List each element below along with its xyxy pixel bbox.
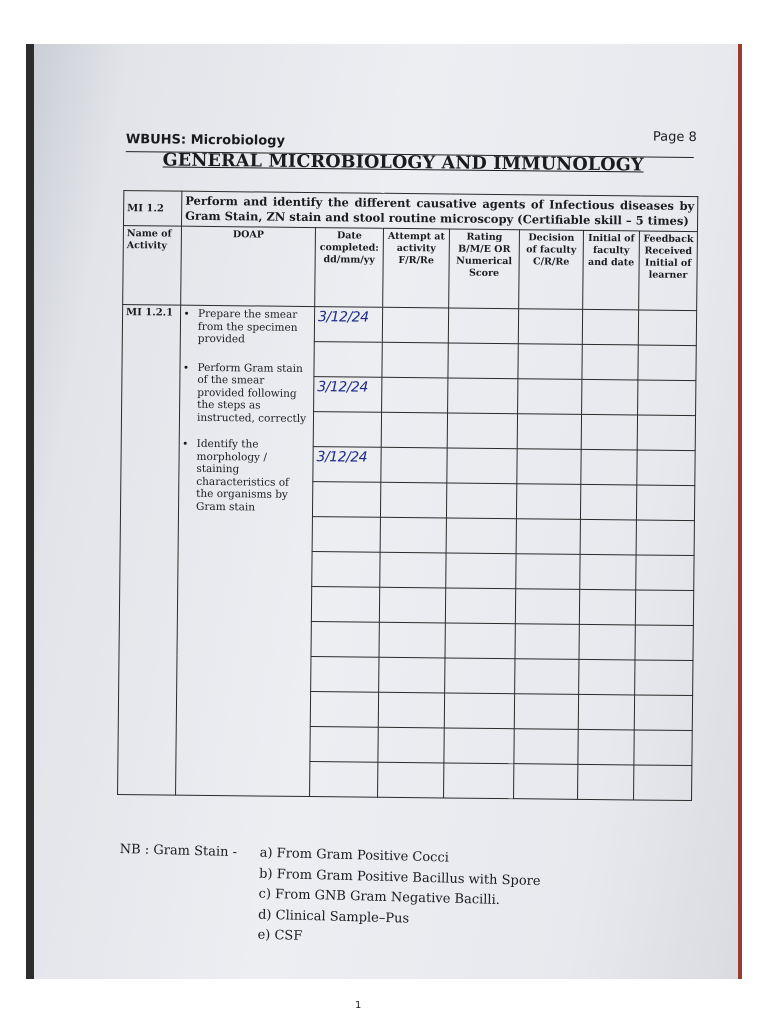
col-feedback: Feedback Received Initial of learner: [639, 231, 698, 311]
handwritten-date: 3/12/24: [316, 449, 368, 466]
page-number: 1: [355, 1000, 362, 1011]
initial-cell[interactable]: [582, 379, 638, 415]
decision-cell[interactable]: [518, 379, 582, 415]
book-cover-edge: [738, 44, 742, 979]
doap-step: • Prepare the smear from the specimen provided: [198, 308, 311, 347]
decision-cell[interactable]: [517, 449, 581, 485]
header-page: Page 8: [652, 129, 697, 146]
note-item: a) From Gram Positive Cocci: [259, 845, 450, 866]
col-doap: DOAP: [181, 226, 316, 306]
feedback-cell[interactable]: [637, 450, 695, 486]
col-rating: Rating B/M/E OR Numerical Score: [449, 229, 520, 309]
competency-row: [123, 191, 697, 232]
attempt-cell[interactable]: [382, 377, 448, 413]
note-label: NB : Gram Stain -: [119, 841, 238, 861]
feedback-cell[interactable]: [638, 310, 696, 346]
rating-cell[interactable]: [447, 448, 517, 484]
doap-steps: [176, 305, 315, 796]
col-name-of-activity: Name of Activity: [123, 226, 182, 306]
competency-table: [117, 190, 698, 801]
decision-cell[interactable]: [518, 309, 582, 345]
competency-code: MI 1.2: [123, 191, 181, 227]
activity-code: MI 1.2.1: [118, 305, 181, 796]
header-subject: WBUHS: Microbiology: [125, 132, 286, 149]
date-cell[interactable]: [314, 377, 382, 413]
activity-row: [122, 305, 696, 346]
col-initial-faculty: Initial of faculty and date: [583, 230, 640, 310]
date-cell[interactable]: [313, 447, 381, 483]
page-title: GENERAL MICROBIOLOGY AND IMMUNOLOGY: [162, 150, 644, 176]
initial-cell[interactable]: [581, 449, 637, 485]
note-item: d) Clinical Sample–Pus: [257, 907, 410, 927]
book-binding-edge: [26, 44, 34, 979]
col-date-completed: Date completed: dd/mm/yy: [315, 228, 384, 308]
note-item: e) CSF: [257, 927, 303, 944]
col-decision: Decision of faculty C/R/Re: [519, 230, 584, 310]
handwritten-date: 3/12/24: [317, 309, 369, 326]
note-item: c) From GNB Gram Negative Bacilli.: [258, 886, 501, 908]
date-cell[interactable]: [314, 307, 382, 343]
doap-step: • Identify the morphology / staining characteristics of the organisms by Gram stain: [196, 438, 310, 514]
col-attempt: Attempt at activity F/R/Re: [383, 228, 450, 308]
handwritten-date: 3/12/24: [317, 379, 368, 396]
initial-cell[interactable]: [582, 309, 638, 345]
doap-step: • Perform Gram stain of the smear provided following the steps as instructed, correctly: [197, 361, 311, 425]
attempt-cell[interactable]: [382, 307, 448, 343]
rating-cell[interactable]: [448, 308, 518, 344]
attempt-cell[interactable]: [381, 447, 447, 483]
note-item: b) From Gram Positive Bacillus with Spore: [258, 866, 541, 889]
competency-text: Perform and identify the different causative agents of Infectious diseases by Gram Stain, ZN stain and stool routine microscopy (Certifiable skill – 5 times): [181, 191, 697, 231]
header-row: [123, 226, 698, 311]
feedback-cell[interactable]: [638, 380, 696, 416]
rating-cell[interactable]: [448, 378, 518, 414]
gram-stain-note: [117, 840, 541, 953]
